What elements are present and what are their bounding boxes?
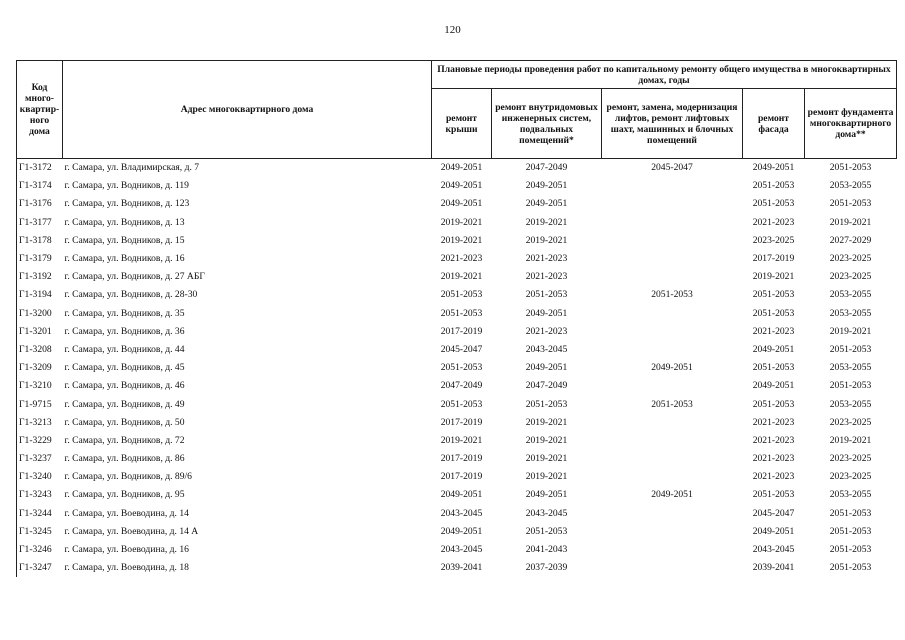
cell-foundation: 2051-2053 [829,198,872,210]
cell-code: Г1-3208 [17,341,63,359]
table-row [17,559,897,577]
cell-lifts [602,232,743,250]
cell-address: г. Самара, ул. Водников, д. 50 [64,416,185,428]
table-row [17,286,897,304]
cell-lifts [602,305,743,323]
header-systems: ремонт внутридомовых инженерных систем, подвальных помещений* [492,89,602,159]
header-code: Код много-квартир-ного дома [17,61,63,159]
cell-systems: 2021-2023 [525,253,568,265]
cell-systems: 2047-2049 [525,162,568,174]
cell-address: г. Самара, ул. Воеводина, д. 18 [64,562,189,574]
cell-foundation: 2053-2055 [829,489,872,501]
cell-foundation: 2053-2055 [829,307,872,319]
cell-lifts [602,195,743,213]
cell-code: Г1-3201 [17,323,63,341]
cell-facade: 2051-2053 [752,489,795,501]
cell-foundation: 2023-2025 [829,471,872,483]
table-row [17,432,897,450]
table-row [17,505,897,523]
cell-code: Г1-3237 [17,450,63,468]
cell-address: г. Самара, ул. Водников, д. 119 [64,180,189,192]
cell-address: г. Самара, ул. Водников, д. 95 [64,489,185,501]
cell-facade: 2021-2023 [752,216,795,228]
cell-systems: 2051-2053 [525,289,568,301]
cell-code: Г1-3192 [17,268,63,286]
cell-code: Г1-3177 [17,214,63,232]
cell-foundation: 2019-2021 [829,434,872,446]
cell-systems: 2041-2043 [525,544,568,556]
cell-facade: 2039-2041 [752,562,795,574]
cell-lifts [602,177,743,195]
cell-systems: 2049-2051 [525,180,568,192]
cell-code: Г1-3172 [17,159,63,178]
cell-foundation: 2053-2055 [829,180,872,192]
table-row [17,341,897,359]
cell-address: г. Самара, ул. Владимирская, д. 7 [64,162,200,174]
cell-facade: 2021-2023 [752,453,795,465]
cell-code: Г1-3174 [17,177,63,195]
cell-lifts [602,432,743,450]
cell-lifts [602,341,743,359]
cell-code: Г1-3200 [17,305,63,323]
cell-code: Г1-3178 [17,232,63,250]
cell-foundation: 2051-2053 [829,525,872,537]
capital-repair-table [16,60,897,577]
cell-lifts: 2045-2047 [651,162,693,174]
cell-facade: 2043-2045 [752,544,795,556]
cell-roof: 2017-2019 [440,471,483,483]
cell-code: Г1-3245 [17,523,63,541]
cell-foundation: 2051-2053 [829,562,872,574]
cell-foundation: 2051-2053 [829,162,872,174]
cell-address: г. Самара, ул. Водников, д. 49 [64,398,185,410]
cell-address: г. Самара, ул. Водников, д. 123 [64,198,190,210]
cell-address: г. Самара, ул. Водников, д. 16 [64,253,185,265]
cell-address: г. Самара, ул. Водников, д. 13 [64,216,185,228]
cell-lifts: 2051-2053 [651,289,693,301]
table-row [17,232,897,250]
cell-facade: 2021-2023 [752,471,795,483]
cell-roof: 2021-2023 [440,253,483,265]
cell-roof: 2043-2045 [440,507,483,519]
cell-code: Г1-3179 [17,250,63,268]
header-facade: ремонт фасада [743,89,805,159]
header-group-title: Плановые периоды проведения работ по капитальному ремонту общего имущества в многоквартирных домах, годы [432,61,897,89]
cell-systems: 2049-2051 [525,489,568,501]
cell-facade: 2017-2019 [752,253,795,265]
cell-address: г. Самара, ул. Воеводина, д. 14 [64,507,189,519]
cell-address: г. Самара, ул. Водников, д. 72 [64,434,185,446]
cell-roof: 2049-2051 [440,198,483,210]
cell-facade: 2051-2053 [752,180,795,192]
cell-foundation: 2023-2025 [829,271,872,283]
cell-roof: 2045-2047 [440,343,483,355]
cell-facade: 2049-2051 [752,162,795,174]
table-row [17,395,897,413]
table-row [17,305,897,323]
cell-lifts [602,505,743,523]
cell-roof: 2051-2053 [440,362,483,374]
cell-roof: 2051-2053 [440,398,483,410]
cell-facade: 2051-2053 [752,362,795,374]
cell-foundation: 2051-2053 [829,343,872,355]
cell-roof: 2047-2049 [440,380,483,392]
cell-roof: 2017-2019 [440,325,483,337]
table-row [17,359,897,377]
cell-lifts [602,450,743,468]
cell-facade: 2023-2025 [752,234,795,246]
cell-facade: 2049-2051 [752,525,795,537]
cell-foundation: 2023-2025 [829,453,872,465]
cell-address: г. Самара, ул. Водников, д. 46 [64,380,185,392]
cell-foundation: 2051-2053 [829,507,872,519]
table-row [17,177,897,195]
cell-code: Г1-3247 [17,559,63,577]
cell-address: г. Самара, ул. Водников, д. 15 [64,234,185,246]
cell-roof: 2017-2019 [440,453,483,465]
cell-address: г. Самара, ул. Водников, д. 86 [64,453,185,465]
cell-code: Г1-3243 [17,486,63,504]
cell-facade: 2051-2053 [752,398,795,410]
table-row [17,250,897,268]
cell-lifts [602,323,743,341]
cell-foundation: 2051-2053 [829,544,872,556]
cell-facade: 2021-2023 [752,325,795,337]
cell-address: г. Самара, ул. Водников, д. 89/6 [64,471,192,483]
cell-roof: 2017-2019 [440,416,483,428]
cell-roof: 2049-2051 [440,489,483,501]
table-row [17,523,897,541]
cell-facade: 2051-2053 [752,289,795,301]
cell-facade: 2021-2023 [752,416,795,428]
cell-foundation: 2053-2055 [829,398,872,410]
cell-lifts [602,414,743,432]
cell-code: Г1-3244 [17,505,63,523]
cell-facade: 2051-2053 [752,307,795,319]
cell-address: г. Самара, ул. Водников, д. 44 [64,343,185,355]
cell-roof: 2049-2051 [440,162,483,174]
cell-systems: 2037-2039 [525,562,568,574]
header-lifts: ремонт, замена, модернизация лифтов, ремонт лифтовых шахт, машинных и блочных помещений [602,89,743,159]
cell-code: Г1-3213 [17,414,63,432]
table-row [17,541,897,559]
page-number: 120 [444,24,461,36]
cell-address: г. Самара, ул. Водников, д. 36 [64,325,185,337]
cell-foundation: 2051-2053 [829,380,872,392]
header-roof: ремонт крыши [432,89,492,159]
cell-facade: 2019-2021 [752,271,795,283]
cell-foundation: 2053-2055 [829,289,872,301]
cell-lifts [602,541,743,559]
cell-roof: 2049-2051 [440,525,483,537]
cell-systems: 2051-2053 [525,525,568,537]
cell-code: Г1-3229 [17,432,63,450]
cell-code: Г1-3194 [17,286,63,304]
cell-facade: 2021-2023 [752,434,795,446]
cell-lifts [602,250,743,268]
cell-code: Г1-3176 [17,195,63,213]
cell-address: г. Самара, ул. Воеводина, д. 14 А [64,525,199,537]
table-row [17,450,897,468]
cell-lifts [602,523,743,541]
table-row [17,195,897,213]
header-address: Адрес многоквартирного дома [63,61,432,159]
cell-facade: 2049-2051 [752,380,795,392]
cell-foundation: 2053-2055 [829,362,872,374]
cell-foundation: 2023-2025 [829,416,872,428]
cell-code: Г1-3209 [17,359,63,377]
table-row [17,214,897,232]
cell-roof: 2019-2021 [440,216,483,228]
cell-systems: 2019-2021 [525,416,568,428]
cell-systems: 2047-2049 [525,380,568,392]
cell-foundation: 2023-2025 [829,253,872,265]
cell-roof: 2019-2021 [440,234,483,246]
table-row [17,268,897,286]
cell-roof: 2039-2041 [440,562,483,574]
cell-foundation: 2019-2021 [829,325,872,337]
cell-lifts [602,468,743,486]
cell-lifts: 2049-2051 [651,362,693,374]
cell-systems: 2049-2051 [525,307,568,319]
cell-systems: 2021-2023 [525,271,568,283]
cell-lifts [602,268,743,286]
cell-systems: 2019-2021 [525,216,568,228]
table-row [17,486,897,504]
cell-lifts: 2049-2051 [651,489,693,501]
cell-systems: 2019-2021 [525,434,568,446]
cell-address: г. Самара, ул. Водников, д. 35 [64,307,185,319]
table-row [17,159,897,178]
cell-roof: 2043-2045 [440,544,483,556]
cell-facade: 2051-2053 [752,198,795,210]
cell-address: г. Самара, ул. Воеводина, д. 16 [64,544,189,556]
cell-systems: 2049-2051 [525,198,568,210]
header-foundation: ремонт фундамента многоквартирного дома** [805,89,897,159]
table-row [17,468,897,486]
cell-systems: 2051-2053 [525,398,568,410]
cell-code: Г1-9715 [17,395,63,413]
cell-systems: 2019-2021 [525,471,568,483]
cell-systems: 2021-2023 [525,325,568,337]
cell-code: Г1-3240 [17,468,63,486]
cell-facade: 2045-2047 [752,507,795,519]
cell-roof: 2019-2021 [440,271,483,283]
table-row [17,323,897,341]
cell-systems: 2043-2045 [525,507,568,519]
cell-code: Г1-3210 [17,377,63,395]
cell-lifts [602,377,743,395]
cell-lifts [602,214,743,232]
cell-systems: 2019-2021 [525,234,568,246]
cell-systems: 2043-2045 [525,343,568,355]
cell-systems: 2019-2021 [525,453,568,465]
cell-roof: 2051-2053 [440,307,483,319]
cell-address: г. Самара, ул. Водников, д. 45 [64,362,185,374]
cell-lifts: 2051-2053 [651,398,693,410]
cell-foundation: 2027-2029 [829,234,872,246]
table-body [17,159,897,578]
table-row [17,377,897,395]
table-row [17,414,897,432]
cell-roof: 2049-2051 [440,180,483,192]
cell-roof: 2051-2053 [440,289,483,301]
cell-lifts [602,559,743,577]
cell-systems: 2049-2051 [525,362,568,374]
cell-code: Г1-3246 [17,541,63,559]
cell-address: г. Самара, ул. Водников, д. 28-30 [64,289,198,301]
cell-address: г. Самара, ул. Водников, д. 27 АБГ [64,271,205,283]
cell-facade: 2049-2051 [752,343,795,355]
cell-foundation: 2019-2021 [829,216,872,228]
cell-roof: 2019-2021 [440,434,483,446]
